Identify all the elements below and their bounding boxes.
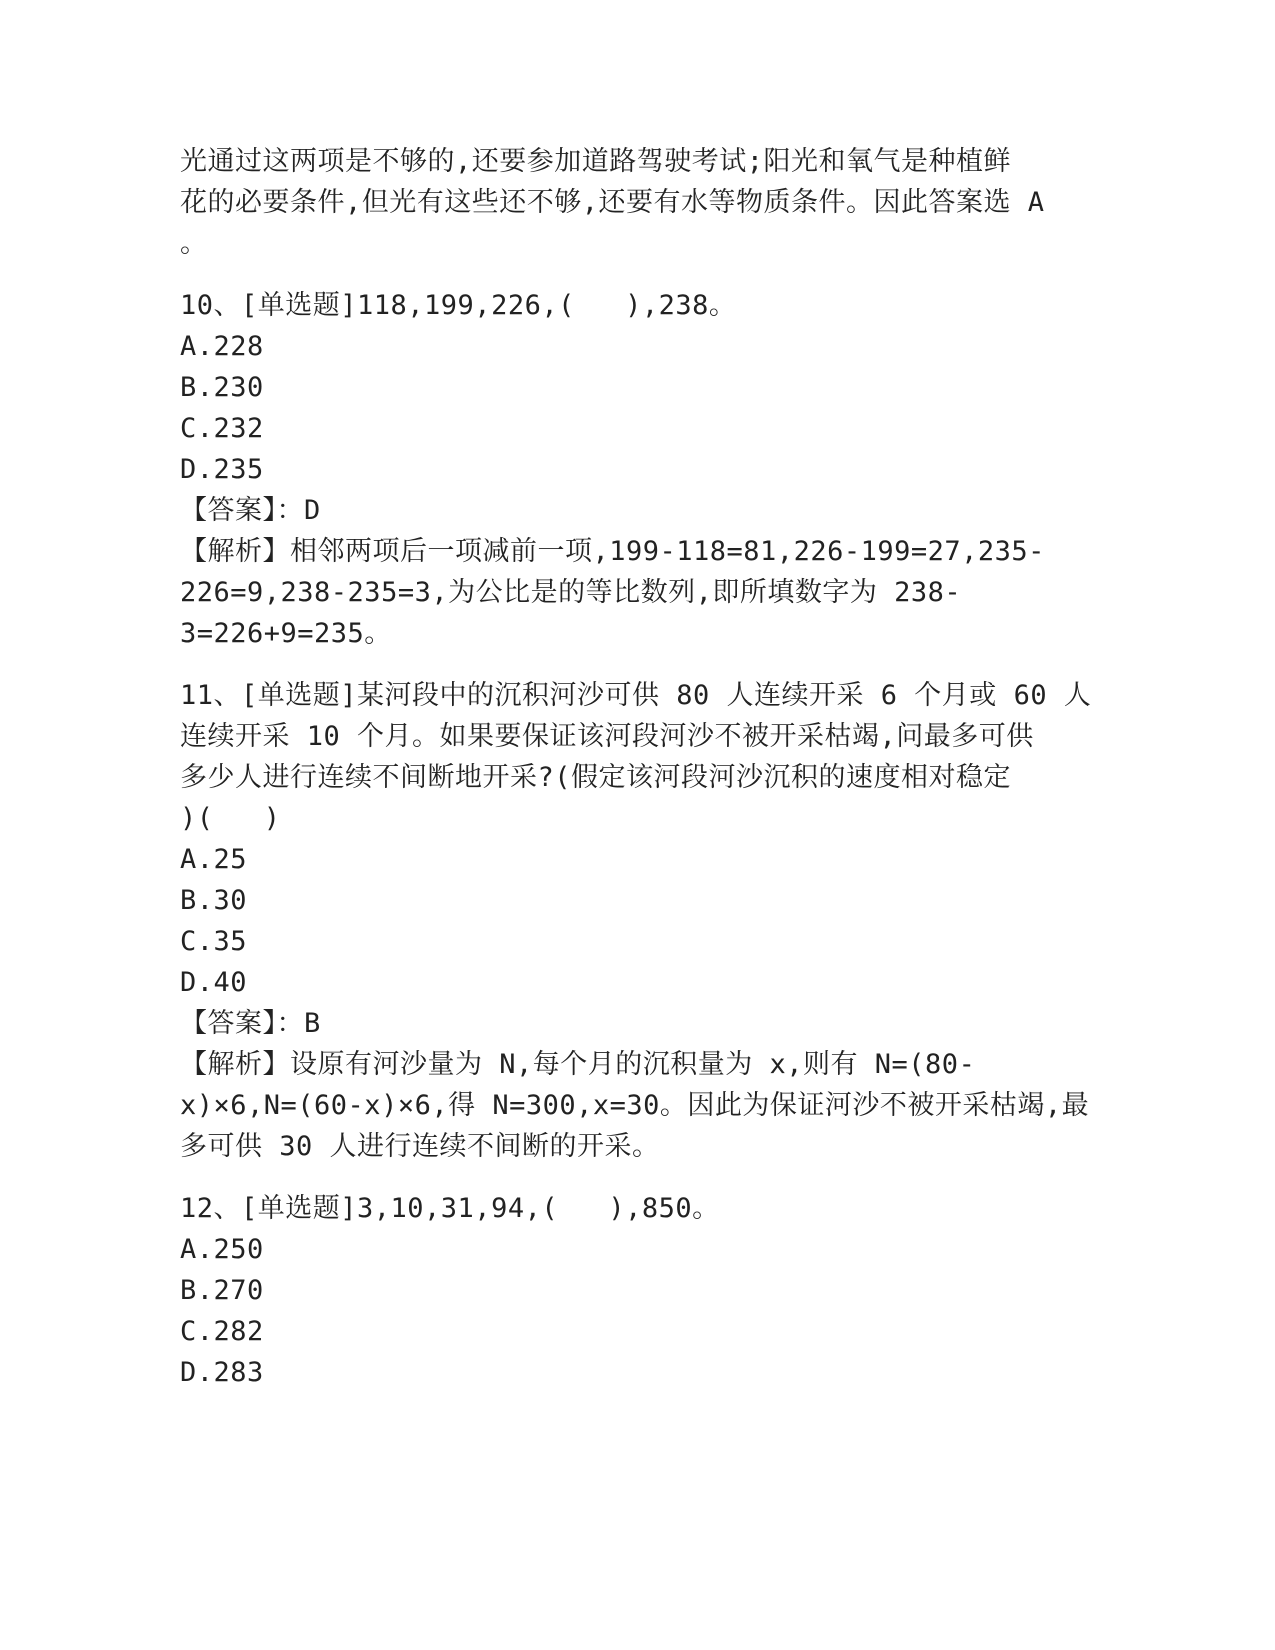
intro-line: 光通过这两项是不够的,还要参加道路驾驶考试;阳光和氧气是种植鲜 [180,146,1012,177]
q10-analysis: 3=226+9=235。 [180,618,392,649]
q10-option-d: D.235 [180,454,264,485]
q11-analysis: 【解析】设原有河沙量为 N,每个月的沉积量为 x,则有 N=(80- [180,1049,976,1080]
q11-analysis: x)×6,N=(60-x)×6,得 N=300,x=30。因此为保证河沙不被开采枯竭,最 [180,1090,1090,1121]
q12-stem: 12、[单选题]3,10,31,94,( ),850。 [180,1193,720,1224]
q11-option-c: C.35 [180,926,248,957]
q12-option-b: B.270 [180,1275,264,1306]
q11-option-a: A.25 [180,844,248,875]
q11-analysis: 多可供 30 人进行连续不间断的开采。 [180,1131,660,1162]
q10-option-a: A.228 [180,331,264,362]
q12-option-c: C.282 [180,1316,264,1347]
q10-analysis: 【解析】相邻两项后一项减前一项,199-118=81,226-199=27,235- [180,536,1045,567]
q10-option-b: B.230 [180,372,264,403]
q10-option-c: C.232 [180,413,264,444]
q12-option-d: D.283 [180,1357,264,1388]
intro-line: 。 [180,228,208,259]
q10-analysis: 226=9,238-235=3,为公比是的等比数列,即所填数字为 238- [180,577,962,608]
q10-stem: 10、[单选题]118,199,226,( ),238。 [180,290,737,321]
q11-stem: 连续开采 10 个月。如果要保证该河段河沙不被开采枯竭,问最多可供 [180,721,1034,752]
intro-line: 花的必要条件,但光有这些还不够,还要有水等物质条件。因此答案选 A [180,187,1045,218]
q11-answer: 【答案】：B [180,1008,321,1039]
q11-stem: 多少人进行连续不间断地开采?(假定该河段河沙沉积的速度相对稳定 [180,762,1012,793]
q11-option-b: B.30 [180,885,248,916]
q11-option-d: D.40 [180,967,248,998]
q12-option-a: A.250 [180,1234,264,1265]
q11-stem: )( ) [180,803,281,834]
q10-answer: 【答案】：D [180,495,321,526]
q11-stem: 11、[单选题]某河段中的沉积河沙可供 80 人连续开采 6 个月或 60 人 [180,680,1092,711]
